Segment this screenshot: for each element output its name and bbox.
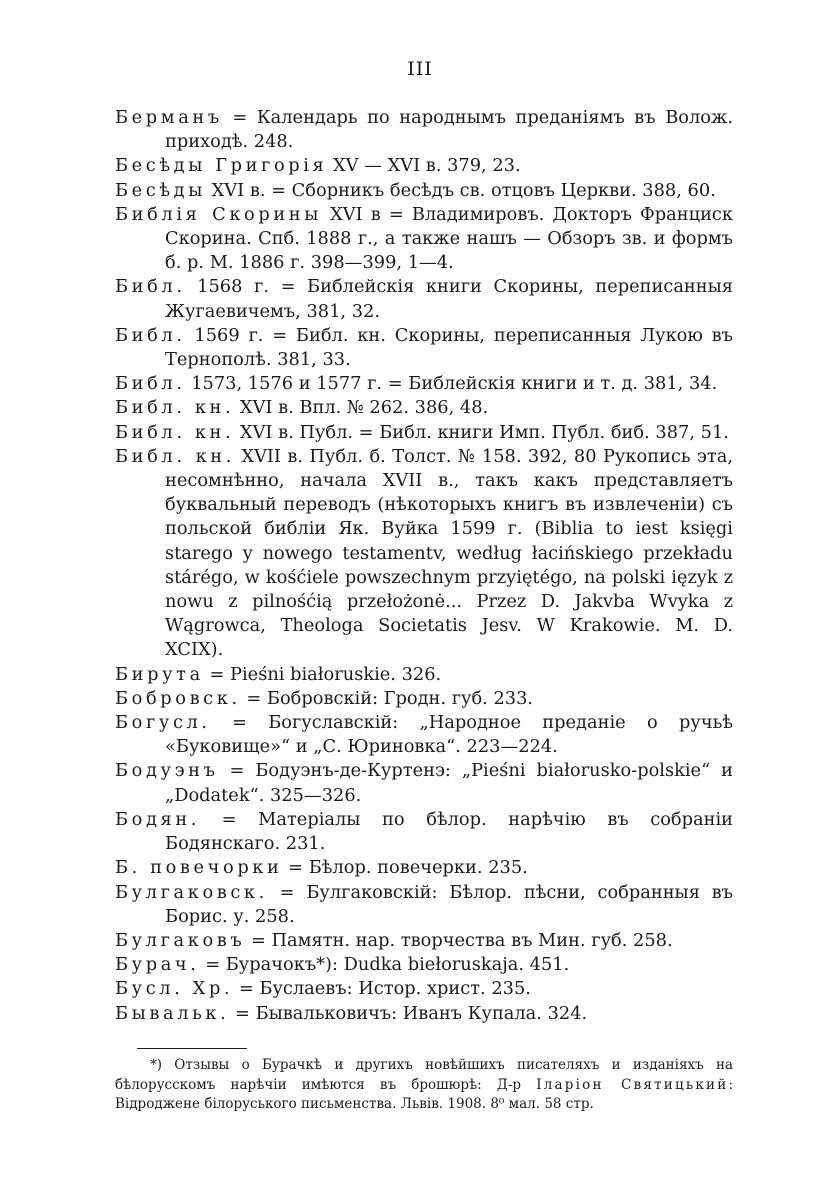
footnote-text-start: *) Отзывы о Бурачкѣ и другихъ новѣйшихъ писателяхъ и изданіяхъ на бѣлорусскомъ нарѣчіи имѣются въ брошюрѣ: Д-р	[115, 1057, 733, 1093]
entry-text: = Pieśni białoruskie. 326.	[209, 663, 442, 685]
entry	[115, 396, 733, 420]
entry-term: Булгаковъ	[115, 929, 246, 951]
entry-text: = Календарь по народнымъ преданіямъ въ Волож. приходѣ. 248.	[165, 107, 734, 153]
entry-term: Библ.	[115, 276, 186, 298]
entry	[115, 687, 733, 711]
entry-term: Берманъ	[115, 107, 223, 128]
entry-text: XVI в. Впл. № 262. 386, 48.	[239, 397, 489, 419]
entry-text: = Булгаковскій: Бѣлор. пѣсни, собранныя въ Борис. у. 258.	[165, 881, 733, 927]
entry-term: Бесѣды	[115, 179, 206, 201]
entry	[115, 154, 733, 178]
entry-text: = Бѣлор. повечерки. 235.	[288, 857, 528, 879]
entry-term: Библ. кн.	[115, 397, 235, 419]
entry	[115, 445, 733, 663]
entry	[115, 929, 733, 953]
entry-text: 1569 г. = Библ. кн. Скорины, переписанныя Лукою въ Тернополѣ. 381, 33.	[165, 324, 733, 371]
entry-text: XVI в = Владимировъ. Докторъ Франциск Скорина. Спб. 1888 г., а также нашъ — Обзоръ зв. и формъ б. р. М. 1886 г. 398—399, 1—4.	[165, 203, 733, 274]
entry	[115, 421, 733, 445]
entry-text: = Матеріалы по бѣлор. нарѣчію въ собраніи Бодянскаго. 231.	[165, 808, 733, 855]
entry-term: Библ.	[115, 373, 186, 395]
entry-term: Библ.	[115, 324, 186, 346]
entry	[115, 856, 733, 880]
footnote-author-name: Іларіон Святицький	[536, 1076, 729, 1093]
entry	[115, 711, 733, 759]
entry-term: Булгаковск.	[115, 881, 268, 903]
entry-term: Бирута	[115, 663, 204, 685]
entry-text: XVI в. Публ. = Библ. книги Имп. Публ. биб. 387, 51.	[239, 421, 729, 443]
entry-term: Библія Скорины	[115, 203, 322, 225]
entry-term: Библ. кн.	[115, 445, 235, 467]
entry	[115, 881, 733, 929]
entry	[115, 977, 733, 1001]
entry-text: = Богуславскій: „Народное преданіе о ручьѣ «Буковище»“ и „С. Юриновка“. 223—224.	[165, 712, 734, 758]
entry-text: XVII в. Публ. б. Толст. № 158. 392, 80 Рукопись эта, несомнѣнно, начала XVII в., такъ какъ представляетъ буквальный переводъ (нѣкоторыхъ книгъ въ извлеченіи) съ польской библіи Як. Вуйка 1599 г. (Biblia to iest księgi starego y nowego testamentv, według łacińskiego przekładu stárégo, w kośćiele powszechnym przyiętégo, na polski ięzyk z nowu z pilnośćią przełożonė... Przez D. Jakvba Wvyka z Wągrowca, Theologa Societatis Jesv. W Krakowie. M. D. XCIX).	[165, 445, 733, 661]
entry-term: Б. повечорки	[115, 857, 283, 879]
entry-text: = Памятн. нар. творчества въ Мин. губ. 258.	[250, 929, 673, 951]
entry	[115, 663, 733, 687]
entry	[115, 953, 733, 977]
footnote-divider	[137, 1048, 247, 1049]
entry-term: Бодян.	[115, 808, 201, 830]
entry-term: Бесѣды Григорія	[115, 155, 328, 177]
entry-term: Бобровск.	[115, 687, 241, 709]
page-number: III	[407, 58, 433, 80]
entry-term: Бодуэнъ	[115, 760, 219, 782]
entry-term: Бурач.	[115, 954, 200, 976]
entry-term: Бывальк.	[115, 1002, 230, 1024]
entry-text: 1573, 1576 и 1577 г. = Библейскія книги и т. д. 381, 34.	[191, 373, 718, 395]
entry-list	[115, 106, 733, 1026]
entry-text: = Бурачокъ*): Dudka biełoruskaja. 451.	[205, 954, 570, 976]
entry-text: XVI в. = Сборникъ бесѣдъ св. отцовъ Церкви. 388, 60.	[211, 179, 716, 201]
entry	[115, 203, 733, 276]
entry-text: XV — XVI в. 379, 23.	[333, 155, 521, 177]
entry	[115, 179, 733, 203]
entry-text: 1568 г. = Библейскія книги Скорины, переписанныя Жугаевичемъ, 381, 32.	[165, 276, 733, 322]
entry	[115, 324, 733, 372]
entry	[115, 106, 733, 154]
entry-text: = Буслаевъ: Истор. христ. 235.	[238, 978, 531, 1000]
footnote-text-end: : Відроджене білоруського письменства. Львів. 1908. 8⁰ мал. 58 стр.	[115, 1076, 733, 1113]
entry-text: = Бодуэнъ-де-Куртенэ: „Pieśni białorusko-polskie“ и „Dodatek“. 325—326.	[165, 760, 733, 806]
entry-term: Богусл.	[115, 712, 211, 734]
entry-text: = Бобровскій: Гродн. губ. 233.	[246, 687, 534, 709]
entry	[115, 1002, 733, 1026]
entry	[115, 759, 733, 807]
footnote	[115, 1056, 733, 1115]
entry-term: Бусл. Хр.	[115, 978, 234, 1000]
entry-text: = Бывальковичъ: Иванъ Купала. 324.	[235, 1002, 588, 1024]
entry-term: Библ. кн.	[115, 421, 235, 443]
entry	[115, 372, 733, 396]
entry	[115, 275, 733, 323]
entry	[115, 808, 733, 856]
